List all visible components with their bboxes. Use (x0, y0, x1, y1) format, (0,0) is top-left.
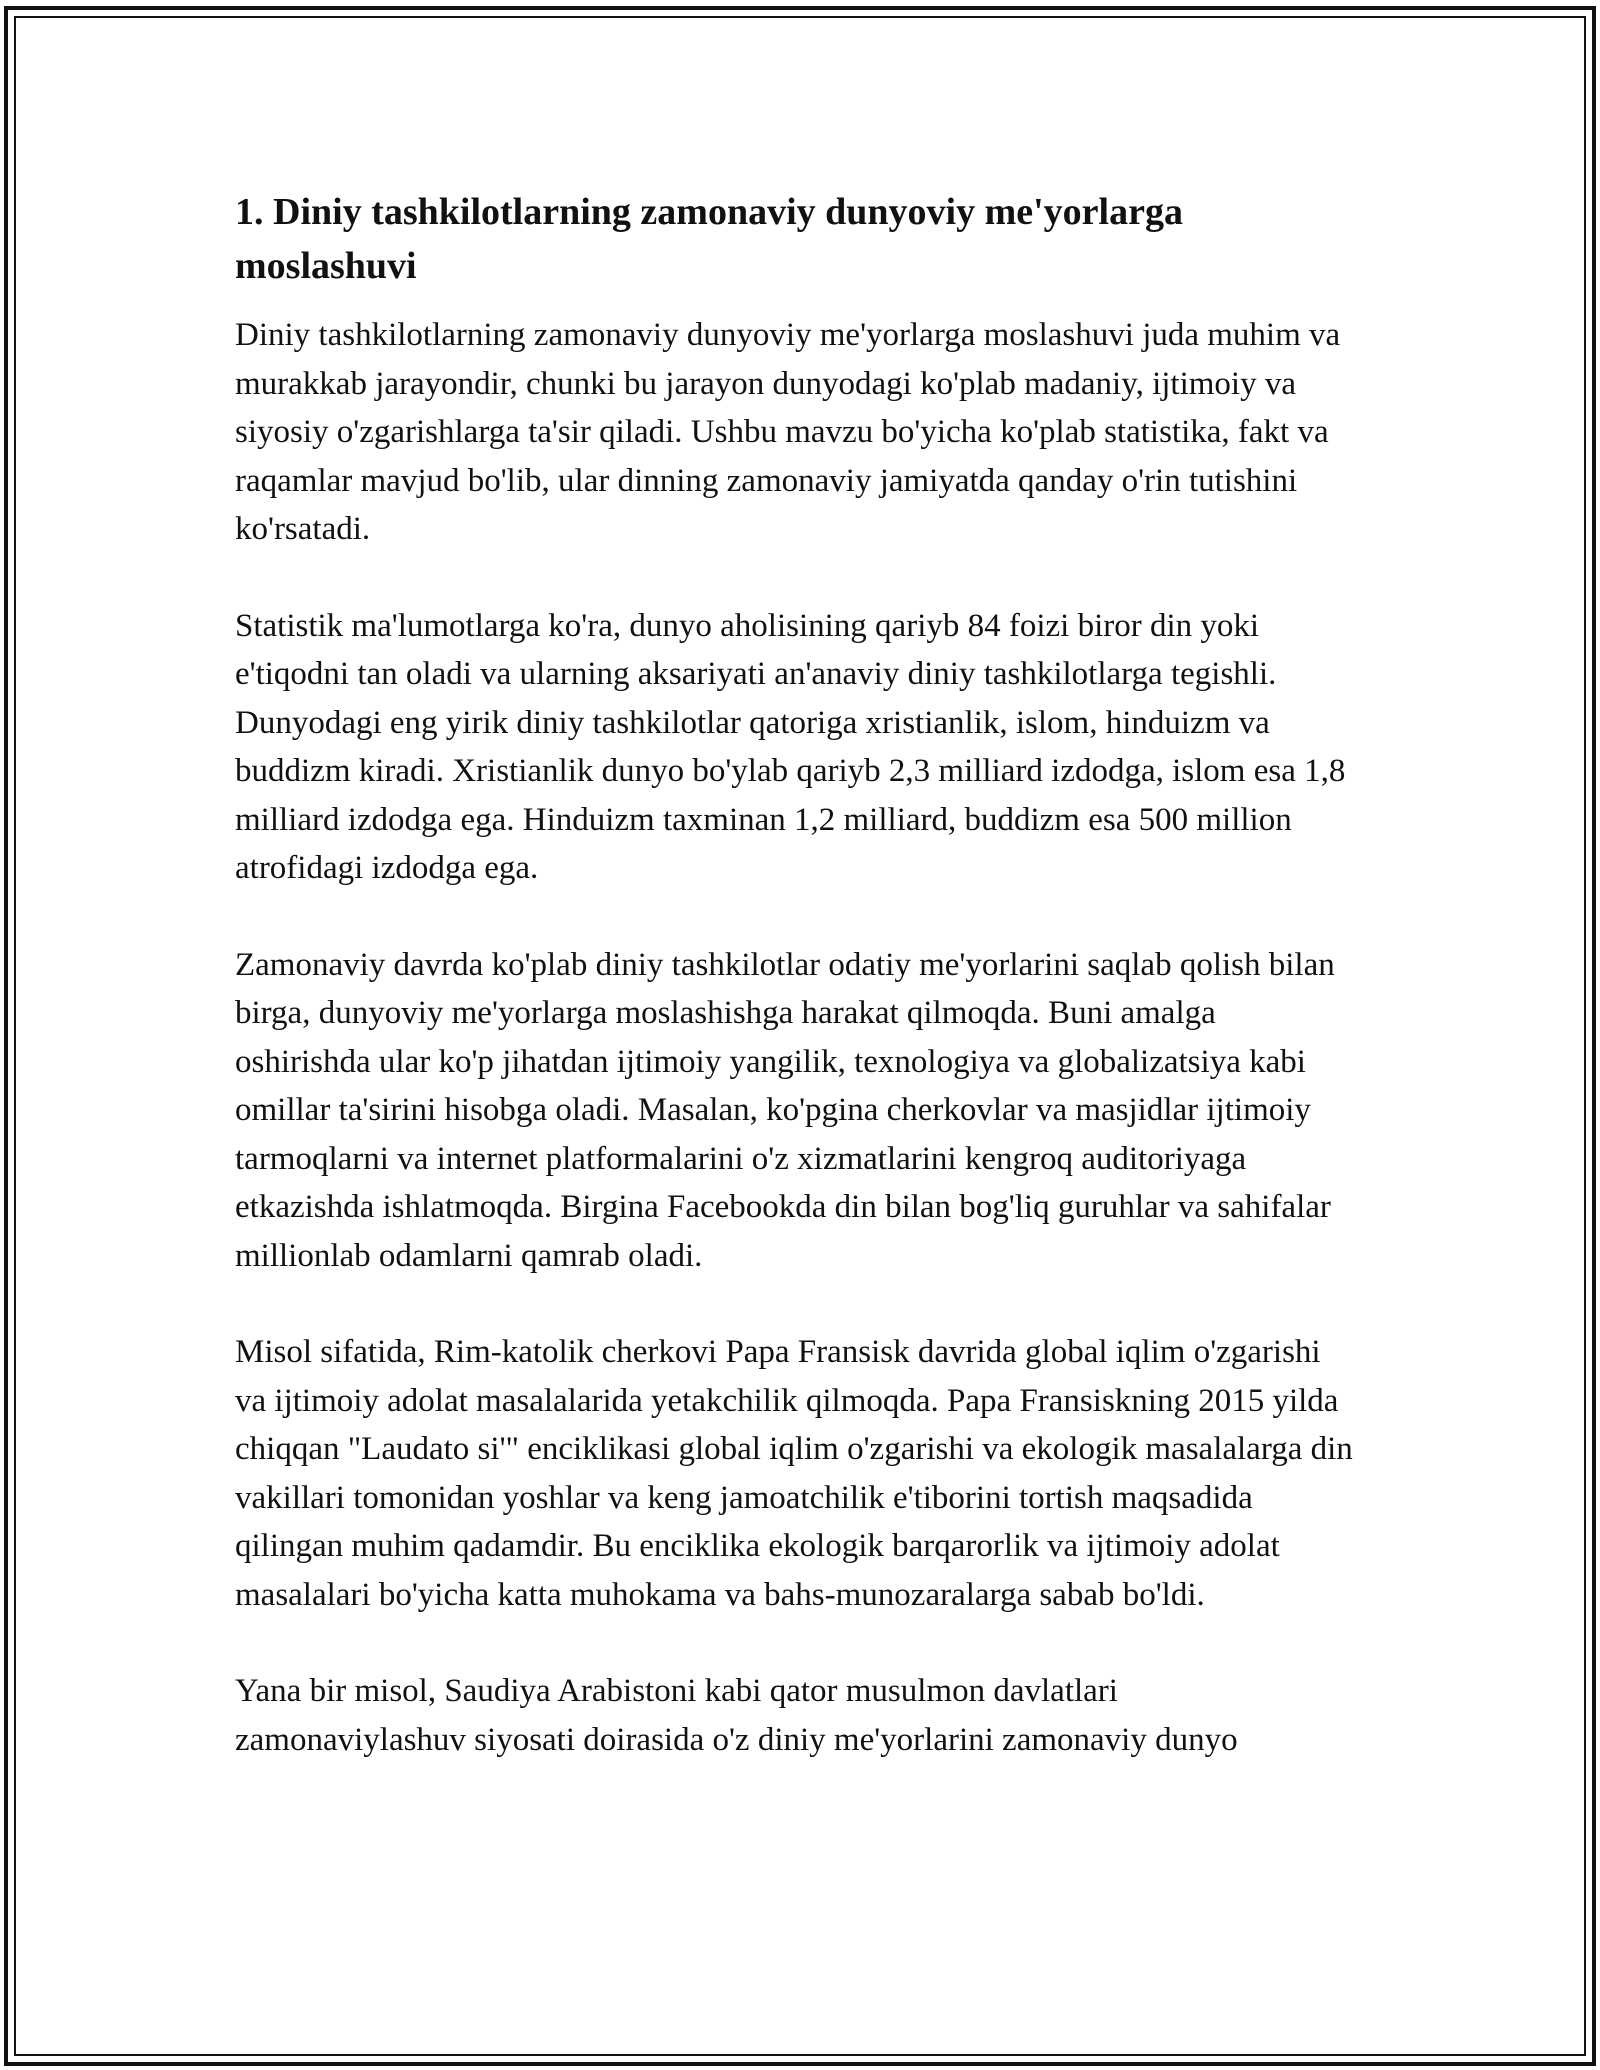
paragraph-4: Misol sifatida, Rim-katolik cherkovi Papa Fransisk davrida global iqlim o'zgarishi va ijtimoiy adolat masalalarida yetakchilik qilmoqda. Papa Fransiskning 2015 yilda chiqqan "Laudato si'" enciklikasi global iqlim o'zgarishi va ekologik masalalarga din vakillari tomonidan yoshlar va keng jamoatchilik e'tiborini tortish maqsadida qilingan muhim qadamdir. Bu enciklika ekologik barqarorlik va ijtimoiy adolat masalalari bo'yicha katta muhokama va bahs-munozaralarga sabab bo'ldi. (235, 1334, 1353, 1613)
paragraph-2: Statistik ma'lumotlarga ko'ra, dunyo aholisining qariyb 84 foizi biror din yoki e'tiqodni tan oladi va ularning aksariyati an'anaviy diniy tashkilotlarga tegishli. Dunyodagi eng yirik diniy tashkilotlar qatoriga xristianlik, islom, hinduizm va buddizm kiradi. Xristianlik dunyo bo'ylab qariyb 2,3 milliard izdodga, islom esa 1,8 milliard izdodga ega. Hinduizm taxminan 1,2 milliard, buddizm esa 500 million atrofidagi izdodga ega. (235, 607, 1346, 886)
document-body (235, 185, 1355, 1812)
section-heading: 1. Diniy tashkilotlarning zamonaviy dunyoviy me'yorlarga moslashuvi (235, 191, 1183, 287)
paragraph-5: Yana bir misol, Saudiya Arabistoni kabi qator musulmon davlatlari zamonaviylashuv siyosati doirasida o'z diniy me'yorlarini zamonaviy dunyo (235, 1673, 1238, 1758)
paragraph-3: Zamonaviy davrda ko'plab diniy tashkilotlar odatiy me'yorlarini saqlab qolish bilan birga, dunyoviy me'yorlarga moslashishga harakat qilmoqda. Buni amalga oshirishda ular ko'p jihatdan ijtimoiy yangilik, texnologiya va globalizatsiya kabi omillar ta'sirini hisobga oladi. Masalan, ko'pgina cherkovlar va masjidlar ijtimoiy tarmoqlarni va internet platformalarini o'z xizmatlarini kengroq auditoriyaga etkazishda ishlatmoqda. Birgina Facebookda din bilan bog'liq guruhlar va sahifalar millionlab odamlarni qamrab oladi. (235, 946, 1335, 1274)
paragraph-1: Diniy tashkilotlarning zamonaviy dunyoviy me'yorlarga moslashuvi juda muhim va murakkab jarayondir, chunki bu jarayon dunyodagi ko'plab madaniy, ijtimoiy va siyosiy o'zgarishlarga ta'sir qiladi. Ushbu mavzu bo'yicha ko'plab statistika, fakt va raqamlar mavjud bo'lib, ular dinning zamonaviy jamiyatda qanday o'rin tutishini ko'rsatadi. (235, 317, 1341, 547)
